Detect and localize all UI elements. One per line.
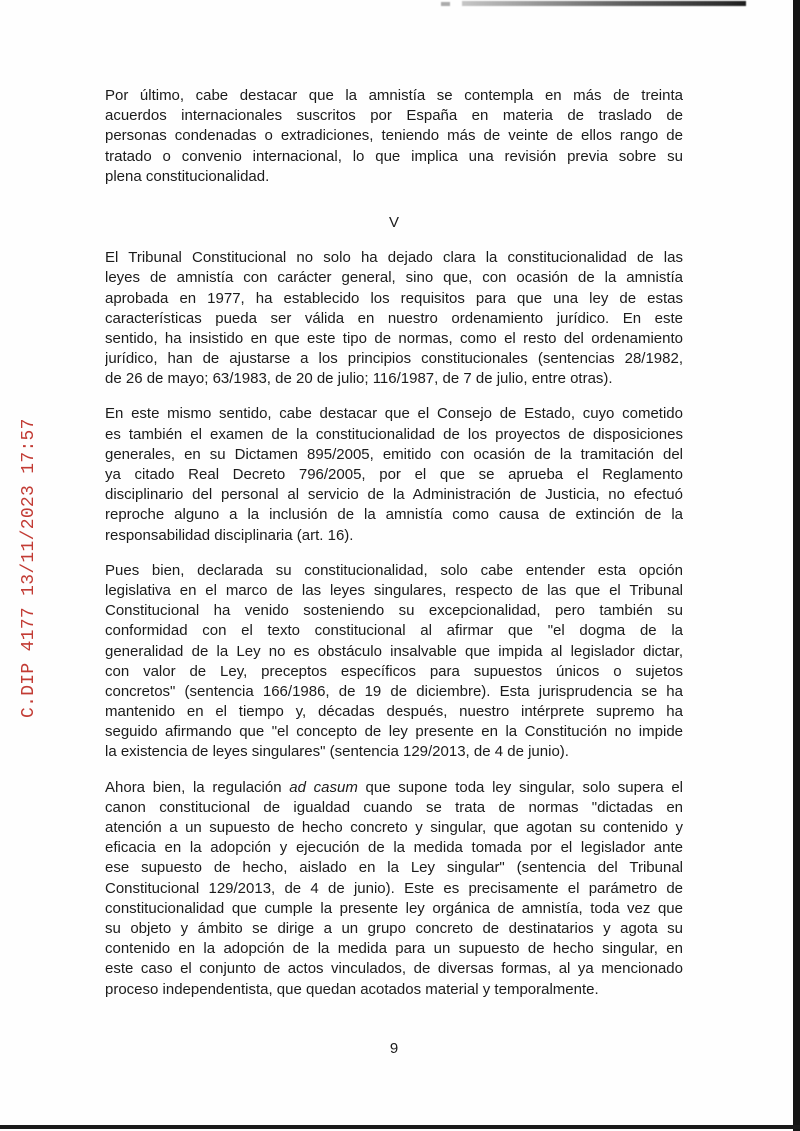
text-line: con valor de Ley, preceptos específicos para supuestos únicos o sujetos [105, 662, 683, 680]
scan-artifact-top-strip [462, 1, 746, 6]
text-line: acuerdos internacionales suscritos por España en materia de traslado de [105, 107, 683, 125]
italic-text-segment: ad casum [289, 778, 358, 796]
text-line: Pues bien, declarada su constitucionalidad, solo cabe entender esta opción [105, 561, 683, 579]
text-line: aprobada en 1977, ha establecido los requisitos para que una ley de estas [105, 289, 683, 307]
paragraph-3 [105, 404, 683, 545]
text-column [105, 86, 683, 1015]
text-line: generales, en su Dictamen 895/2005, emitido con ocasión de la tramitación del [105, 445, 683, 463]
scan-edge-right [793, 0, 800, 1131]
text-line: leyes de amnistía con carácter general, sino que, con ocasión de la amnistía [105, 269, 683, 287]
text-line: contenido en la adopción de la medida para un supuesto de hecho singular, en [105, 940, 683, 958]
text-line: reproche alguno a la inclusión de la amnistía como causa de extinción de la [105, 506, 683, 524]
text-line: tratado o convenio internacional, lo que implica una revisión previa sobre su [105, 147, 683, 165]
text-line: Constitucional 129/2013, de 4 de junio). Este es precisamente el parámetro de [105, 879, 683, 897]
text-line: ya citado Real Decreto 796/2005, por el que se aprueba el Reglamento [105, 466, 683, 483]
text-line: Por último, cabe destacar que la amnistía se contempla en más de treinta [105, 87, 683, 104]
paragraph-2 [105, 248, 683, 389]
scan-artifact-speck [441, 2, 450, 6]
text-line: seguido afirmando que "el concepto de ley presente en la Constitución no impide [105, 723, 683, 741]
scan-edge-bottom [0, 1125, 800, 1129]
text-line: es también el examen de la constitucionalidad de los proyectos de disposiciones [105, 425, 683, 443]
text-line: atención a un supuesto de hecho concreto y singular, que agotan su contenido y [105, 819, 683, 836]
text-segment: que supone toda ley singular, solo supera el [357, 778, 683, 796]
text-line: En este mismo sentido, cabe destacar que el Consejo de Estado, cuyo cometido [105, 405, 683, 423]
text-line: personas condenadas o extradiciones, teniendo más de veinte de ellos rango de [105, 127, 683, 145]
text-line: responsabilidad disciplinaria (art. 16). [105, 526, 354, 544]
text-line: eficacia en la adopción y ejecución de la medida tomada por el legislador ante [105, 839, 683, 857]
text-line: constitucionalidad que cumple la presente ley orgánica de amnistía, toda vez que [105, 899, 683, 917]
text-line: El Tribunal Constitucional no solo ha dejado clara la constitucionalidad de las [105, 249, 683, 267]
paragraph-1 [105, 86, 683, 187]
page-number: 9 [389, 1040, 399, 1057]
text-line: concretos" (sentencia 166/1986, de 19 de diciembre). Esta jurisprudencia se ha [105, 682, 683, 700]
text-line: legislativa en el marco de las leyes singulares, respecto de las que el Tribunal [105, 581, 683, 599]
text-line: este caso el conjunto de actos vinculados, de diversas formas, al ya mencionado [105, 960, 683, 978]
text-line: la existencia de leyes singulares" (sentencia 129/2013, de 4 de junio). [105, 743, 569, 761]
section-heading: V [388, 213, 399, 231]
text-segment: Ahora bien, la regulación [105, 778, 290, 796]
text-line: canon constitucional de igualdad cuando se trata de normas "dictadas en [105, 798, 683, 816]
text-line: jurídico, han de ajustarse a los principios constitucionales (sentencias 28/1982, [105, 350, 683, 368]
text-line: sentido, ha insistido en que este tipo de normas, como el resto del ordenamiento [105, 329, 683, 347]
text-line: mantenido en el tiempo y, décadas después, nuestro intérprete supremo ha [105, 703, 683, 721]
text-line: ese supuesto de hecho, aislado en la Ley singular" (sentencia del Tribunal [105, 859, 683, 877]
text-line: proceso independentista, que quedan acotados material y temporalmente. [105, 980, 599, 998]
text-line: de 26 de mayo; 63/1983, de 20 de julio; 116/1987, de 7 de julio, entre otras). [105, 370, 613, 388]
text-line [105, 778, 683, 798]
text-line: disciplinario del personal al servicio de la Administración de Justicia, no efectuó [105, 486, 683, 504]
text-line: conformidad con el texto constitucional al afirmar que "el dogma de la [105, 622, 683, 640]
paragraph-4 [105, 561, 683, 763]
text-line: Constitucional ha venido sosteniendo su excepcionalidad, pero también su [105, 602, 683, 620]
paragraph-5 [105, 778, 683, 1000]
text-line: su objeto y ámbito se dirige a un grupo concreto de destinatarios y agota su [105, 919, 683, 937]
text-line: generalidad de la Ley no es obstáculo insalvable que impida al legislador dictar, [105, 642, 683, 660]
text-line: plena constitucionalidad. [105, 167, 270, 185]
text-line: características pueda ser válida en nuestro ordenamiento jurídico. En este [105, 309, 683, 327]
registry-timestamp-stamp: C.DIP 4177 13/11/2023 17:57 [19, 418, 39, 718]
